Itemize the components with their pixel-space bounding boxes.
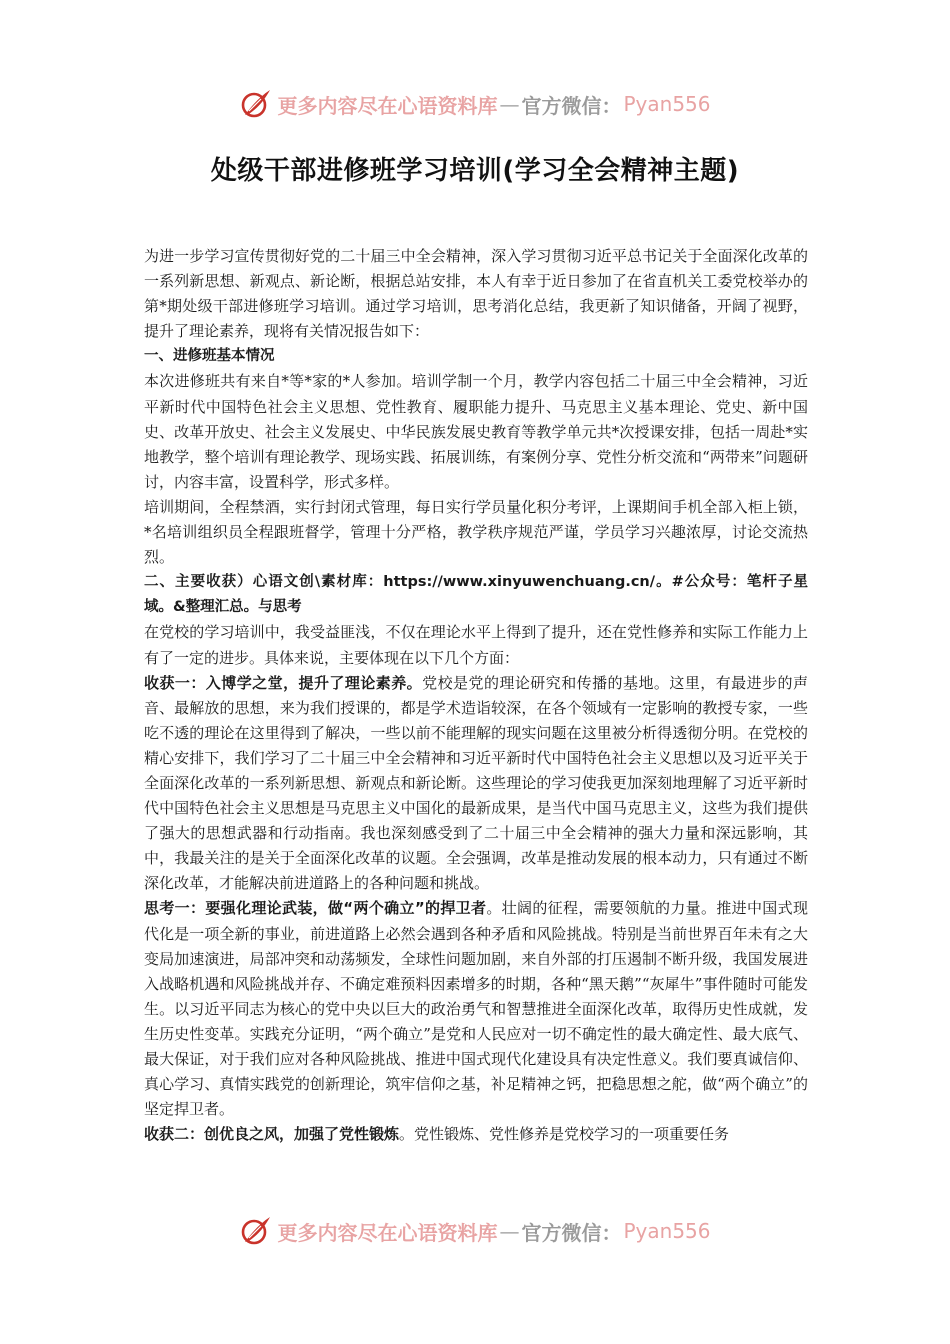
section2-heading: 二、主要收获）心语文创\素材库：https://www.xinyuwenchuang.cn/。#公众号：笔杆子星域。&整理汇总。与思考 [144,574,808,616]
gain2-paragraph [144,1122,808,1147]
footer-account: Pyan556 [623,1219,711,1243]
quill-logo-icon [239,87,273,121]
gain2-lead: 收获二：创优良之风，加强了党性锻炼 [144,1125,400,1144]
footer-wechat-label: 官方微信： [521,1220,622,1245]
think1-lead: 思考一：要强化理论武装，做“两个确立”的捍卫者 [144,899,487,918]
document-title: 处级干部进修班学习培训(学习全会精神主题) [210,156,740,186]
banner-wechat-label: 官方微信： [521,93,622,118]
document-body [144,244,808,1147]
gain1-paragraph [144,671,808,897]
section1-paragraph-2: 培训期间，全程禁酒，实行封闭式管理，每日实行学员量化积分考评，上课期间手机全部入柜上锁，*名培训组织员全程跟班督学，管理十分严格，教学秩序规范严谨，学员学习兴趣浓厚，讨论交流热烈。 [144,497,808,567]
section1-heading: 一、进修班基本情况 [144,348,275,365]
intro-paragraph: 为进一步学习宣传贯彻好党的二十届三中全会精神，深入学习贯彻习近平总书记关于全面深化改革的一系列新思想、新观点、新论断，根据总站安排，本人有幸于近日参加了在省直机关工委党校举办的第*期处级干部进修班学习培训。通过学习培训，思考消化总结，我更新了知识储备，开阔了视野，提升了理论素养，现将有关情况报告如下： [144,247,808,341]
quill-logo-icon [239,1214,273,1248]
gain2-text: 。党性锻炼、党性修养是党校学习的一项重要任务 [399,1125,730,1144]
banner-account: Pyan556 [623,92,711,116]
section2-intro: 在党校的学习培训中，我受益匪浅，不仅在理论水平上得到了提升，还在党性修养和实际工作能力上有了一定的进步。具体来说，主要体现在以下几个方面： [144,623,808,667]
footer-dash: — [499,1219,520,1243]
footer-brand: 更多内容尽在心语资料库 [277,1220,498,1245]
gain1-text: 党校是党的理论研究和传播的基地。这里，有最进步的声音、最解放的思想，来为我们授课的，都是学术造诣较深，在各个领域有一定影响的教授专家，一些吃不透的理论在这里得到了解决，一些以前不能理解的现实问题在这里被分析得透彻分明。在党校的精心安排下，我们学习了二十届三中全会精神和习近平新时代中国特色社会主义思想以及习近平关于全面深化改革的一系列新思想、新观点和新论断。这些理论的学习使我更加深刻地理解了习近平新时代中国特色社会主义思想是马克思主义中国化的最新成果，是当代中国马克思主义，这些为我们提供了强大的思想武器和行动指南。我也深刻感受到了二十届三中全会精神的强大力量和深远影响，其中，我最关注的是关于全面深化改革的议题。全会强调，改革是推动发展的根本动力，只有通过不断深化改革，才能解决前进道路上的各种问题和挑战。 [144,673,808,893]
banner-dash: — [499,92,520,116]
footer-banner [0,1211,950,1251]
think1-text: 。壮阔的征程，需要领航的力量。推进中国式现代化是一项全新的事业，前进道路上必然会遇到各种矛盾和风险挑战。特别是当前世界百年未有之大变局加速演进，局部冲突和动荡频发，全球性问题加剧，来自外部的打压遏制不断升级，我国发展进入战略机遇和风险挑战并存、不确定难预料因素增多的时期，各种“黑天鹅”“灰犀牛”事件随时可能发生。以习近平同志为核心的党中央以巨大的政治勇气和智慧推进全面深化改革，取得历史性成就，发生历史性变革。实践充分证明，“两个确立”是党和人民应对一切不确定性的最大确定性、最大底气、最大保证，对于我们应对各种风险挑战、推进中国式现代化建设具有决定性意义。我们要真诚信仰、真心学习、真情实践党的创新理论，筑牢信仰之基，补足精神之钙，把稳思想之舵，做“两个确立”的坚定捍卫者。 [144,899,808,1119]
header-banner [0,84,950,124]
gain1-lead: 收获一：入博学之堂，提升了理论素养。 [144,673,423,692]
think1-paragraph [144,896,808,1122]
section1-paragraph-1: 本次进修班共有来自*等*家的*人参加。培训学制一个月，教学内容包括二十届三中全会精神，习近平新时代中国特色社会主义思想、党性教育、履职能力提升、马克思主义基本理论、党史、新中国史、改革开放史、社会主义发展史、中华民族发展史教育等教学单元共*次授课安排，包括一周赴*实地教学，整个培训有理论教学、现场实践、拓展训练，有案例分享、党性分析交流和“两带来”问题研讨，内容丰富，设置科学，形式多样。 [144,372,808,491]
banner-brand: 更多内容尽在心语资料库 [277,93,498,118]
